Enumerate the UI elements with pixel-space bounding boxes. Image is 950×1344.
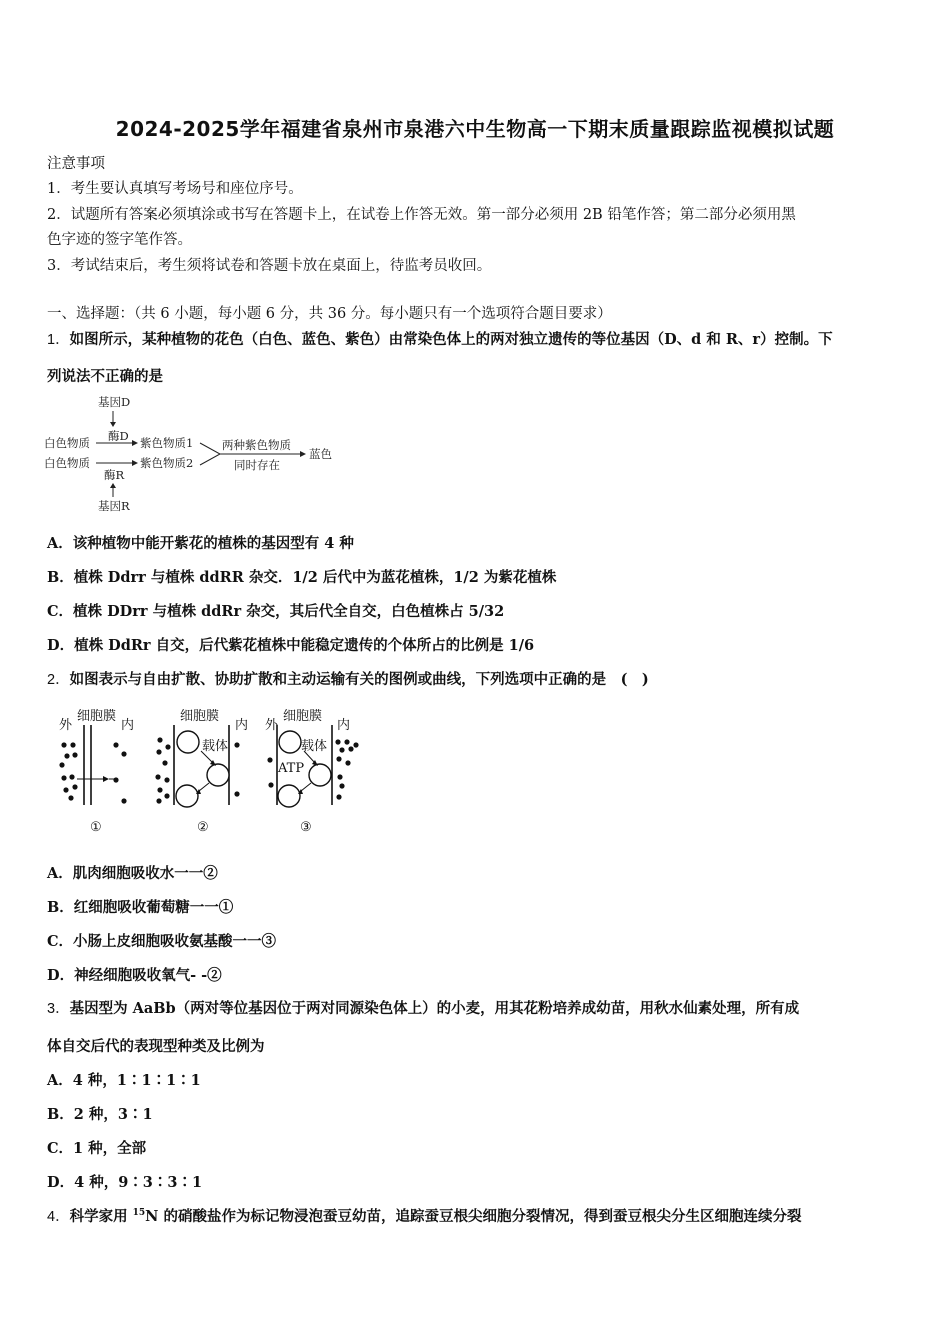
- option-b: B．红细胞吸收葡萄糖一一①: [47, 899, 234, 916]
- blue-label: 蓝色: [309, 447, 332, 461]
- membrane-label: 细胞膜: [283, 709, 323, 724]
- panel-label-1: ①: [90, 820, 102, 835]
- section-heading: 一、选择题：（共 6 小题，每小题 6 分，共 36 分。每小题只有一个选项符合题目要求）: [47, 306, 612, 322]
- question-4: [47, 1205, 801, 1226]
- inside-label: 内: [337, 718, 351, 733]
- enzyme-d-label: 酶D: [108, 429, 129, 443]
- purple-substance-2: 紫色物质2: [140, 456, 194, 470]
- option-d: D．植株 DdRr 自交，后代紫花植株中能稳定遗传的个体所占的比例是 1/6: [47, 637, 535, 654]
- outside-label: 外: [59, 718, 73, 733]
- option-d: D．4 种，9∶3∶3∶1: [47, 1174, 203, 1191]
- isotope-superscript: 15: [132, 1208, 146, 1219]
- question-1-cont: 列说法不正确的是: [47, 368, 163, 385]
- inside-label: 内: [235, 718, 249, 733]
- option-a: A．4 种，1∶1∶1∶1: [47, 1072, 201, 1089]
- outside-label: 外: [265, 718, 279, 733]
- option-b: B．2 种，3∶1: [47, 1106, 153, 1123]
- membrane-label: 细胞膜: [180, 709, 220, 724]
- question-number: 2．: [47, 672, 70, 688]
- question-1: [47, 328, 833, 349]
- question-text: 如图表示与自由扩散、协助扩散和主动运输有关的图例或曲线，下列选项中正确的是 ( ): [69, 671, 649, 688]
- white-substance-2: 白色物质: [44, 456, 90, 470]
- enzyme-r-label: 酶R: [104, 468, 125, 482]
- notice-heading: 注意事项: [47, 156, 105, 172]
- question-text-post: N 的硝酸盐作为标记物浸泡蚕豆幼苗，追踪蚕豆根尖细胞分裂情况，得到蚕豆根尖分生区细胞连续分裂: [145, 1208, 802, 1225]
- carrier-label: 载体: [202, 739, 229, 754]
- page-title: 2024-2025学年福建省泉州市泉港六中生物高一下期末质量跟踪监视模拟试题: [115, 117, 835, 141]
- white-substance-1: 白色物质: [44, 436, 90, 450]
- flower-color-pathway-diagram: [40, 392, 350, 517]
- two-purple-substances: 两种紫色物质: [222, 438, 291, 452]
- membrane-label: 细胞膜: [77, 709, 117, 724]
- question-text: 基因型为 AaBb（两对等位基因位于两对同源染色体上）的小麦，用其花粉培养成幼苗，用秋水仙素处理，所有成: [69, 1000, 800, 1017]
- notice-item: 色字迹的签字笔作答。: [47, 232, 192, 248]
- option-c: C．小肠上皮细胞吸收氨基酸一一③: [47, 933, 277, 950]
- option-b: B．植株 Ddrr 与植株 ddRR 杂交．1/2 后代中为蓝花植株，1/2 为紫花植株: [47, 569, 557, 586]
- inside-label: 内: [121, 718, 135, 733]
- notice-item: 1．考生要认真填写考场号和座位序号。: [47, 181, 303, 197]
- panel-label-2: ②: [197, 820, 209, 835]
- notice-item: 3．考试结束后，考生须将试卷和答题卡放在桌面上，待监考员收回。: [47, 258, 492, 274]
- option-a: A．该种植物中能开紫花的植株的基因型有 4 种: [47, 535, 354, 552]
- coexist-label: 同时存在: [234, 458, 280, 472]
- question-number: 4．: [47, 1209, 70, 1225]
- question-text: 如图所示，某种植物的花色（白色、蓝色、紫色）由常染色体上的两对独立遗传的等位基因（D、d 和 R、r）控制。下: [69, 331, 833, 348]
- question-number: 1．: [47, 332, 70, 348]
- gene-d-label: 基因D: [98, 395, 131, 409]
- question-2: [47, 668, 649, 689]
- gene-r-label: 基因R: [98, 499, 130, 513]
- question-number: 3．: [47, 1001, 70, 1017]
- atp-label: ATP: [278, 761, 305, 776]
- notice-item: 2．试题所有答案必须填涂或书写在答题卡上，在试卷上作答无效。第一部分必须用 2B 铅笔作答；第二部分必须用黑: [47, 207, 796, 223]
- carrier-label: 载体: [301, 739, 328, 754]
- panel-label-3: ③: [300, 820, 312, 835]
- option-a: A．肌肉细胞吸收水一一②: [47, 865, 218, 882]
- question-3: [47, 997, 799, 1018]
- question-3-cont: 体自交后代的表现型种类及比例为: [47, 1038, 265, 1055]
- purple-substance-1: 紫色物质1: [140, 436, 194, 450]
- option-d: D．神经细胞吸收氧气- -②: [47, 967, 222, 984]
- option-c: C．1 种，全部: [47, 1140, 147, 1157]
- question-text-pre: 科学家用: [69, 1208, 133, 1225]
- option-c: C．植株 DDrr 与植株 ddRr 杂交，其后代全自交，白色植株占 5/32: [47, 603, 505, 620]
- membrane-transport-diagram: [55, 705, 365, 840]
